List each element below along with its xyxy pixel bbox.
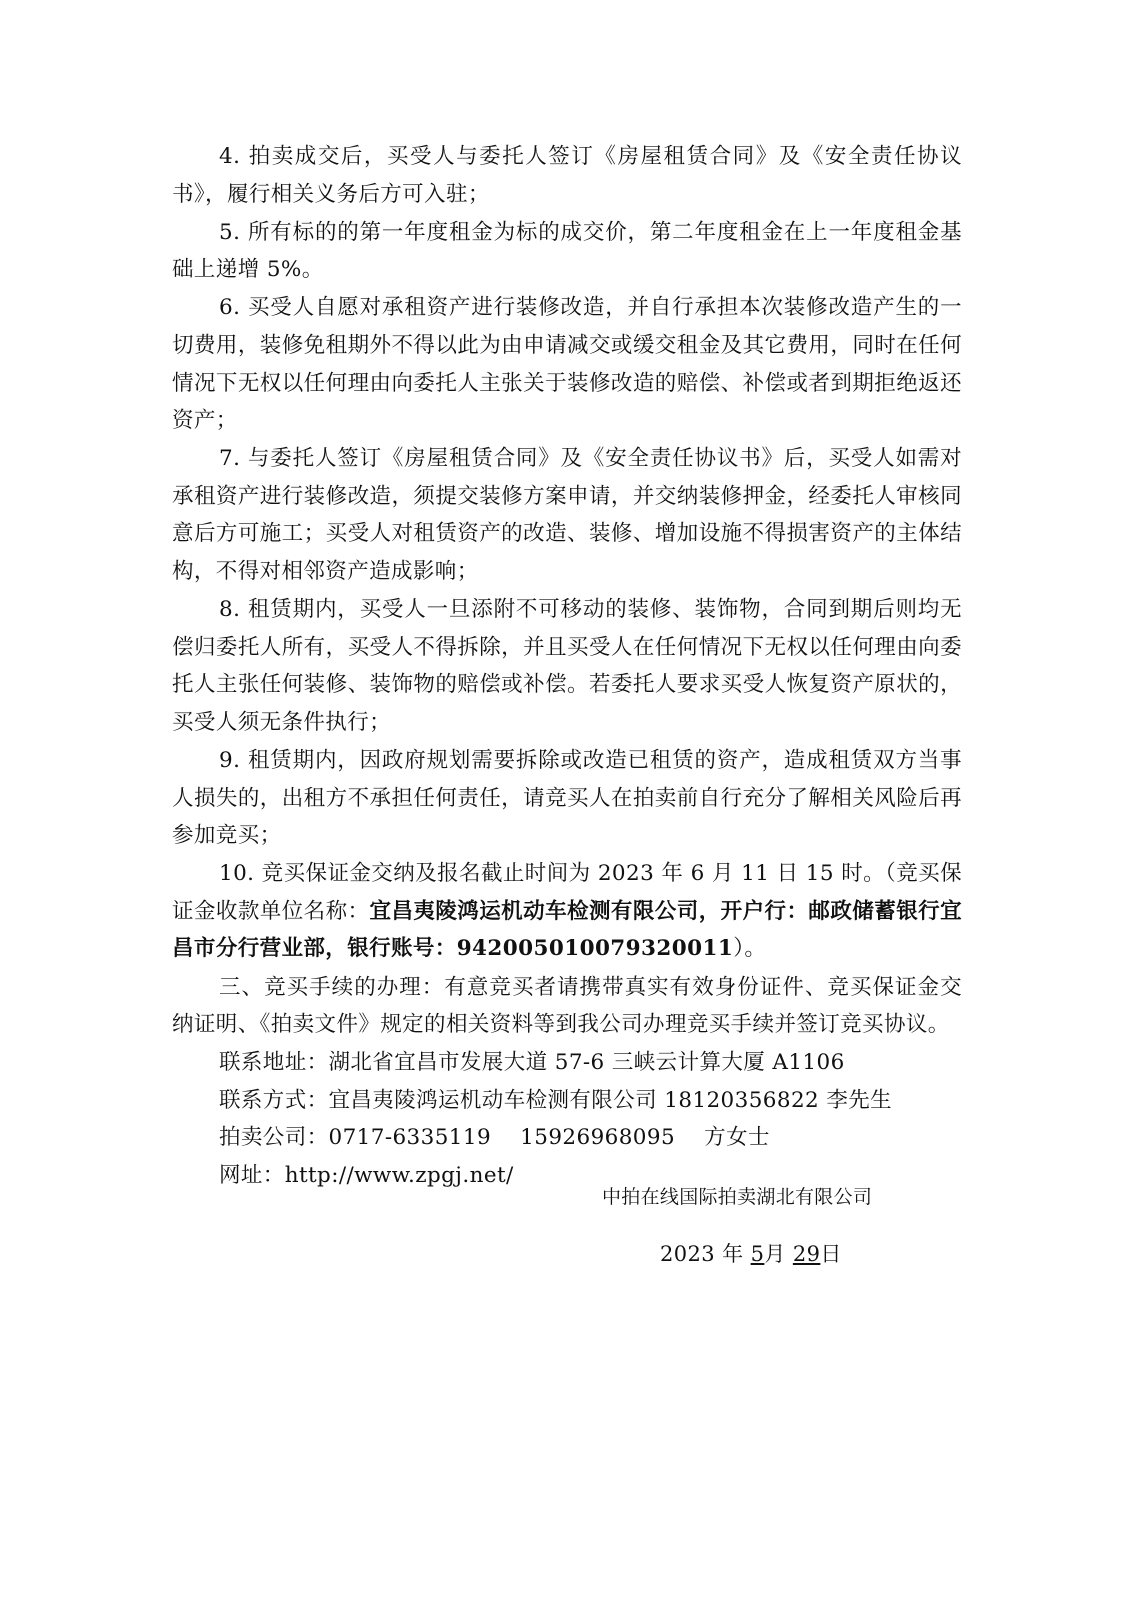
date-day: 29 <box>792 1242 821 1266</box>
date-month-unit: 月 <box>764 1242 793 1266</box>
section-3-text: 有意竞买者请携带真实有效身份证件、竞买保证金交纳证明、《拍卖文件》规定的相关资料等到我公司办理竞买手续并签订竞买协议。 <box>172 974 962 1038</box>
clause-8: 8. 租赁期内，买受人一旦添附不可移动的装修、装饰物，合同到期后则均无偿归委托人所有，买受人不得拆除，并且买受人在任何情况下无权以任何理由向委托人主张任何装修、装饰物的赔偿或补偿。若委托人要求买受人恢复资产原状的，买受人须无条件执行； <box>172 597 962 735</box>
clause-6: 6. 买受人自愿对承租资产进行装修改造，并自行承担本次装修改造产生的一切费用，装修免租期外不得以此为由申请减交或缓交租金及其它费用，同时在任何情况下无权以任何理由向委托人主张关于装修改造的赔偿、补偿或者到期拒绝返还资产； <box>172 295 962 434</box>
signing-company: 中拍在线国际拍卖湖北有限公司 <box>602 1186 873 1208</box>
clause-4: 4. 拍卖成交后，买受人与委托人签订《房屋租赁合同》及《安全责任协议书》，履行相关义务后方可入驻； <box>172 144 962 207</box>
clause-10-text: 10. 竞买保证金交纳及报名截止时间为 2023 年 6 月 11 日 15 时。（竞买保证金收款单位名称： <box>172 861 962 924</box>
clause-5: 5. 所有标的的第一年度租金为标的成交价，第二年度租金在上一年度租金基础上递增 5%。 <box>172 219 962 283</box>
auction-company-contact: 拍卖公司：0717-6335119 15926968095 方女士 <box>219 1125 770 1151</box>
date-year: 2023 年 <box>660 1242 751 1266</box>
clause-9: 9. 租赁期内，因政府规划需要拆除或改造已租赁的资产，造成租赁双方当事人损失的，出租方不承担任何责任，请竞买人在拍卖前自行充分了解相关风险后再参加竞买； <box>172 748 962 849</box>
document-body <box>172 138 962 1195</box>
website-line: 网址：http://www.zpgj.net/ <box>219 1163 514 1189</box>
clause-10 <box>172 855 962 968</box>
contact-address: 联系地址：湖北省宜昌市发展大道 57-6 三峡云计算大厦 A1106 <box>219 1050 845 1076</box>
signing-date <box>660 1238 960 1270</box>
clause-10-end: ）。 <box>733 936 767 962</box>
section-3 <box>172 969 962 1044</box>
date-day-unit: 日 <box>820 1242 842 1266</box>
date-month: 5 <box>750 1242 765 1266</box>
deposit-account-info: 宜昌夷陵鸿运机动车检测有限公司，开户行：邮政储蓄银行宜昌市分行营业部，银行账号：942005010079320011 <box>172 898 962 962</box>
section-3-heading: 三、竞买手续的办理： <box>219 974 445 1000</box>
clause-7: 7. 与委托人签订《房屋租赁合同》及《安全责任协议书》后，买受人如需对承租资产进行装修改造，须提交装修方案申请，并交纳装修押金，经委托人审核同意后方可施工；买受人对租赁资产的改造、装修、增加设施不得损害资产的主体结构，不得对相邻资产造成影响； <box>172 446 962 585</box>
contact-method: 联系方式：宜昌夷陵鸿运机动车检测有限公司 18120356822 李先生 <box>219 1087 893 1113</box>
